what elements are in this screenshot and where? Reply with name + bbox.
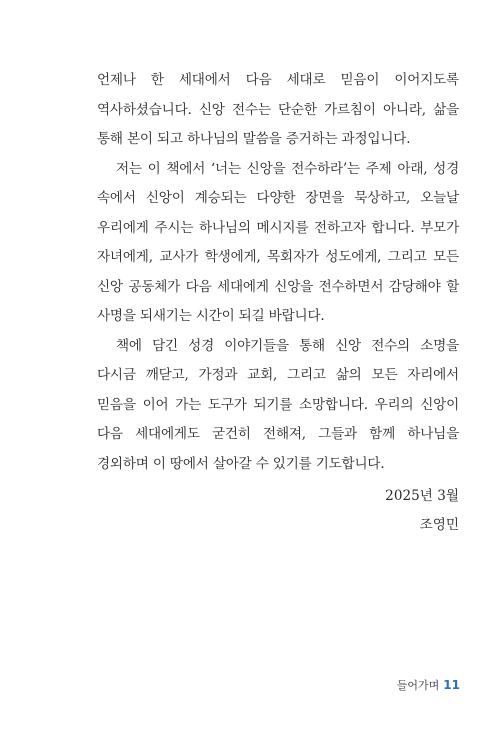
- paragraph-2: 저는 이 책에서 ‘너는 신앙을 전수하라’는 주제 아래, 성경 속에서 신앙이 계승되는 다양한 장면을 묵상하고, 오늘날 우리에게 주시는 하나님의 메시지를 전하고자 합니다. 부모가 자녀에게, 교사가 학생에게, 목회자가 성도에게, 그리고 모든 신앙 공동체가 다음 세대에게 신앙을 전수하면서 감당해야 할 사명을 되새기는 시간이 되길 바랍니다.: [97, 160, 459, 324]
- footer-section-title: 들어가며: [396, 679, 440, 692]
- signature-author: 조영민: [419, 517, 459, 533]
- signature-block: [385, 482, 459, 540]
- paragraph-1: 언제나 한 세대에서 다음 세대로 믿음이 이어지도록 역사하셨습니다. 신앙 전수는 단순한 가르침이 아니라, 삶을 통해 본이 되고 하나님의 말씀을 증거하는 과정입니다.: [97, 72, 459, 147]
- paragraph-3: 책에 담긴 성경 이야기들을 통해 신앙 전수의 소명을 다시금 깨닫고, 가정과 교회, 그리고 삶의 모든 자리에서 믿음을 이어 가는 도구가 되기를 소망합니다. 우리의 신앙이 다음 세대에게도 굳건히 전해져, 그들과 함께 하나님을 경외하며 이 땅에서 살아갈 수 있기를 기도합니다.: [97, 337, 459, 472]
- page-footer: [397, 677, 460, 693]
- signature-date: 2025년 3월: [385, 488, 459, 504]
- page-number: 11: [443, 678, 460, 692]
- body-text: [97, 66, 459, 479]
